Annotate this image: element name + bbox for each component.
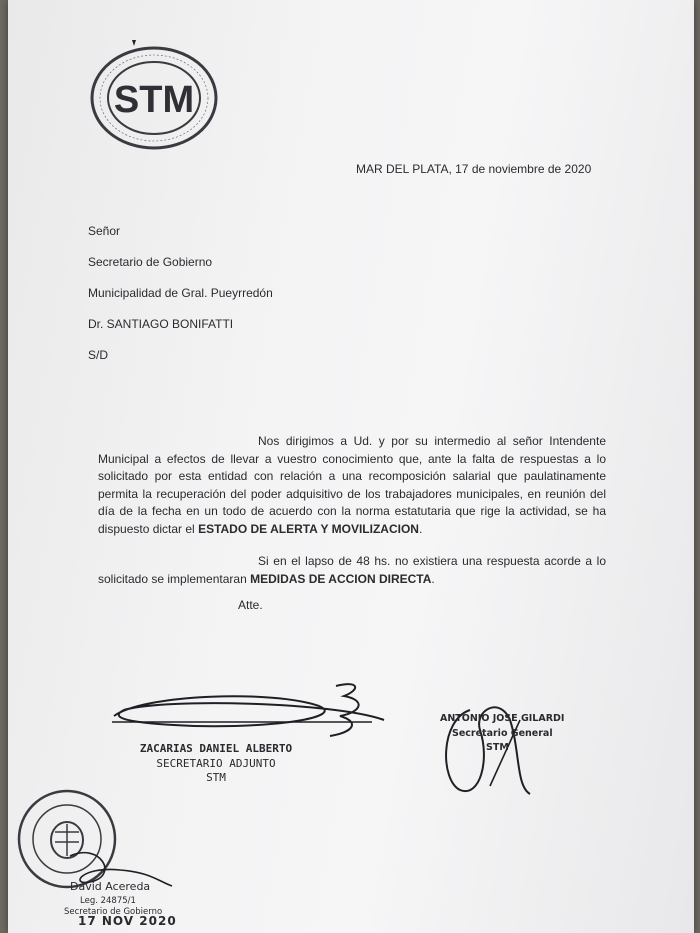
right-signer-title: Secretario General xyxy=(452,728,553,739)
received-role: Secretario de Gobierno xyxy=(64,907,163,917)
received-date: 17 NOV 2020 xyxy=(78,914,177,928)
alert-status: ESTADO DE ALERTA Y MOVILIZACION xyxy=(198,521,419,536)
letter-page xyxy=(8,0,694,933)
right-signer-org: STM xyxy=(486,742,509,753)
addressee-name: Dr. SANTIAGO BONIFATTI xyxy=(88,317,234,331)
right-signer-name: ANTONIO JOSE GILARDI xyxy=(440,713,565,724)
closing: Atte. xyxy=(238,598,263,612)
stm-logo xyxy=(88,44,220,152)
date-line: MAR DEL PLATA, 17 de noviembre de 2020 xyxy=(356,162,592,176)
addressee-title: Secretario de Gobierno xyxy=(88,255,213,269)
addressee-salutation: Señor xyxy=(88,224,121,238)
body-paragraph-1: Nos dirigimos a Ud. y por su intermedio al señor Intendente Municipal a efectos de llevar a vuestro conocimiento que, ante la falta de respuestas a lo solicitado por esta entidad con relación a una recomposición salarial que paulatinamente permita la recuperación del poder adquisitivo de los trabajadores municipales, en reunión del día de la fecha en un todo de acuerdo con la norma estatutaria que rige la actividad, se ha dispuesto dictar el ESTADO DE ALERTA Y MOVILIZACION. xyxy=(98,434,606,536)
left-signer-title: SECRETARIO ADJUNTO xyxy=(156,757,276,770)
addressee-sd: S/D xyxy=(88,348,109,362)
logo-text: STM xyxy=(113,79,195,121)
received-signer: David Acereda xyxy=(70,880,151,893)
addressee-institution: Municipalidad de Gral. Pueyrredón xyxy=(88,286,273,300)
received-legajo: Leg. 24875/1 xyxy=(80,896,136,906)
left-signer-org: STM xyxy=(206,771,226,784)
left-signer-name: ZACARIAS DANIEL ALBERTO xyxy=(139,742,293,755)
body-paragraph-2: Si en el lapso de 48 hs. no existiera una respuesta acorde a lo solicitado se implementaran MEDIDAS DE ACCION DIRECTA. xyxy=(98,554,606,586)
direct-action: MEDIDAS DE ACCION DIRECTA xyxy=(250,571,432,586)
